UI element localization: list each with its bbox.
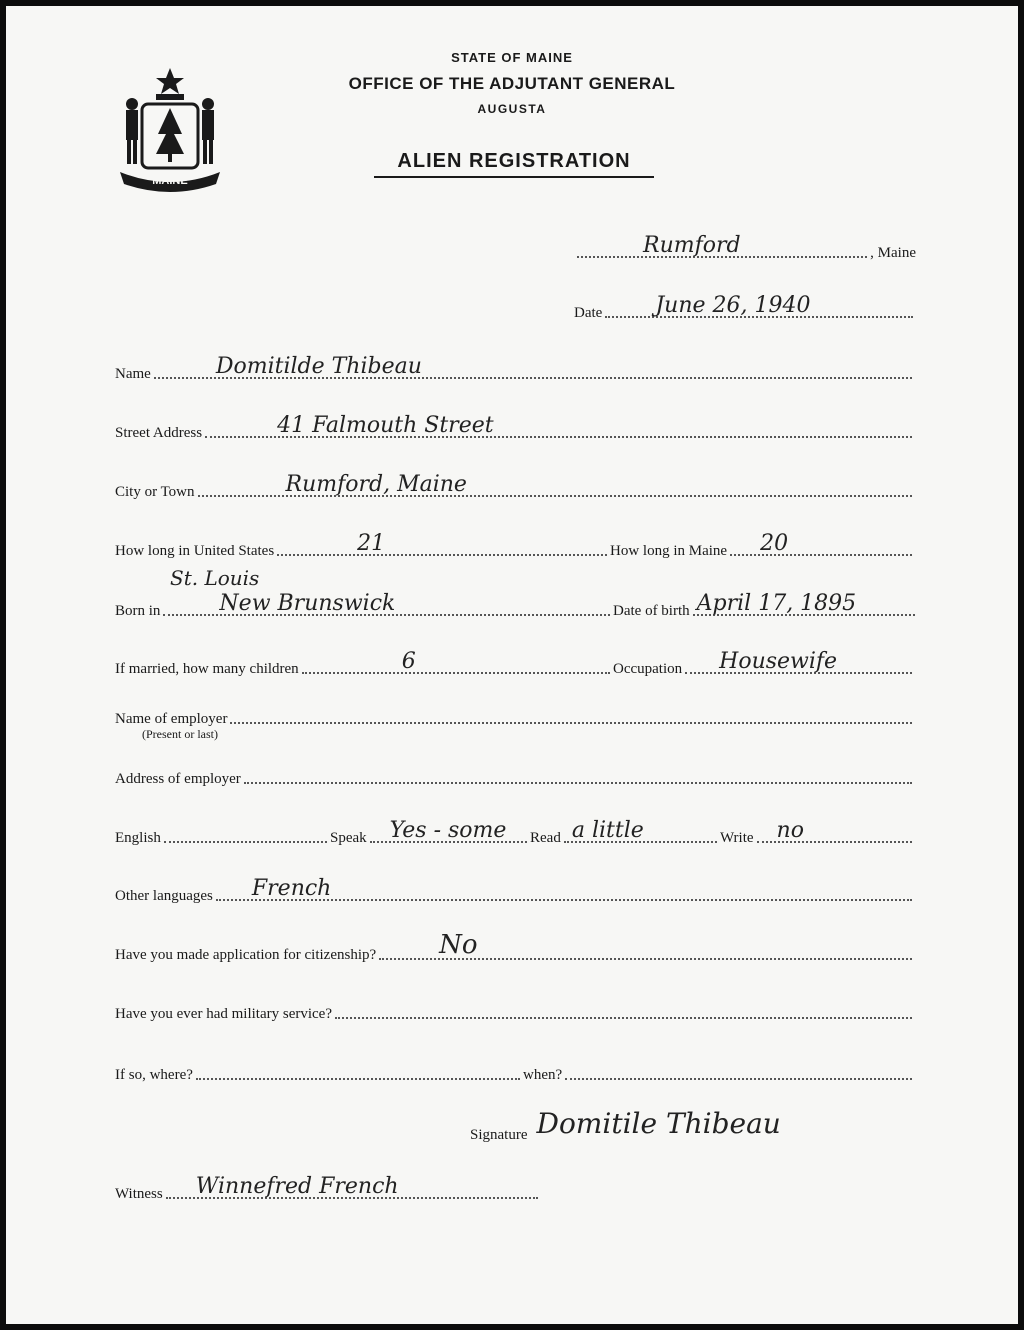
citizenship-field[interactable]	[379, 930, 912, 960]
employer-name-field[interactable]	[230, 721, 912, 724]
name-value: Domitilde Thibeau	[215, 354, 422, 379]
occupation-value: Housewife	[719, 649, 838, 674]
employer-name-row	[115, 711, 915, 728]
children-field[interactable]	[302, 649, 610, 674]
city-or-town-value: Rumford, Maine	[285, 472, 467, 497]
english-row	[115, 830, 330, 847]
citizenship-label: Have you made application for citizenship?	[115, 947, 377, 963]
children-row	[115, 649, 613, 678]
write-label: Write	[720, 830, 754, 846]
seal-text: MAINE	[152, 175, 188, 187]
header-state: STATE OF MAINE	[451, 50, 573, 65]
write-value: no	[776, 818, 804, 843]
military-label: Have you ever had military service?	[115, 1006, 332, 1022]
born-in-label: Born in	[115, 603, 161, 619]
street-address-field[interactable]	[205, 413, 912, 438]
employer-name-sublabel: (Present or last)	[142, 727, 218, 741]
state-label: , Maine	[870, 245, 916, 261]
header-office: OFFICE OF THE ADJUTANT GENERAL	[348, 74, 676, 93]
how-long-maine-label: How long in Maine	[610, 543, 728, 559]
employer-name-label: Name of employer	[115, 711, 228, 727]
other-languages-value: French	[251, 876, 332, 901]
speak-label: Speak	[330, 830, 367, 846]
date-row	[574, 293, 916, 322]
street-address-value: 41 Falmouth Street	[277, 413, 494, 438]
military-where-field[interactable]	[196, 1077, 520, 1080]
signature-label: Signature	[470, 1127, 528, 1143]
occupation-field[interactable]	[685, 649, 912, 674]
location-row	[574, 233, 916, 262]
how-long-maine-field[interactable]	[730, 531, 912, 556]
citizenship-row	[115, 930, 915, 964]
occupation-label: Occupation	[613, 661, 683, 677]
children-label: If married, how many children	[115, 661, 299, 677]
occupation-row	[613, 649, 915, 678]
name-row	[115, 354, 915, 383]
children-value: 6	[401, 649, 416, 674]
signature-value: Domitile Thibeau	[536, 1107, 781, 1140]
witness-value: Winnefred French	[195, 1174, 399, 1199]
write-field[interactable]	[757, 818, 912, 843]
military-where-label: If so, where?	[115, 1067, 193, 1083]
military-when-field[interactable]	[565, 1077, 912, 1080]
date-label: Date	[574, 305, 603, 321]
military-when-label: when?	[523, 1067, 563, 1083]
citizenship-value: No	[439, 930, 478, 960]
date-of-birth-value: April 17, 1895	[696, 591, 857, 616]
read-value: a little	[571, 818, 644, 843]
how-long-maine-row	[610, 531, 915, 560]
how-long-us-label: How long in United States	[115, 543, 275, 559]
how-long-us-value: 21	[357, 531, 386, 556]
header-city: AUGUSTA	[477, 102, 547, 116]
speak-value: Yes - some	[389, 818, 507, 843]
english-field	[164, 840, 327, 843]
other-languages-field[interactable]	[216, 876, 912, 901]
date-of-birth-field[interactable]	[693, 591, 915, 616]
military-field[interactable]	[335, 1016, 912, 1019]
read-field[interactable]	[564, 818, 717, 843]
witness-field[interactable]	[166, 1174, 538, 1199]
born-in-value: New Brunswick	[219, 591, 396, 616]
town-field[interactable]	[577, 233, 867, 258]
town-value: Rumford	[643, 233, 741, 258]
how-long-us-row	[115, 531, 610, 560]
form-title: ALIEN REGISTRATION	[374, 150, 654, 178]
how-long-maine-value: 20	[760, 531, 789, 556]
speak-field[interactable]	[370, 818, 527, 843]
signature-row	[470, 1107, 915, 1144]
employer-address-field[interactable]	[244, 781, 912, 784]
signature-field[interactable]	[531, 1107, 913, 1140]
military-row	[115, 1006, 915, 1023]
name-label: Name	[115, 366, 151, 382]
write-row	[720, 818, 915, 847]
english-label: English	[115, 830, 161, 846]
military-where-row	[115, 1067, 523, 1084]
city-or-town-field[interactable]	[198, 472, 912, 497]
city-or-town-row	[115, 472, 915, 501]
other-languages-label: Other languages	[115, 888, 213, 904]
employer-address-label: Address of employer	[115, 771, 241, 787]
street-address-label: Street Address	[115, 425, 203, 441]
speak-row	[330, 818, 530, 847]
date-of-birth-row	[613, 591, 918, 620]
military-when-row	[523, 1067, 915, 1084]
other-languages-row	[115, 876, 915, 905]
witness-label: Witness	[115, 1186, 163, 1202]
date-of-birth-label: Date of birth	[613, 603, 690, 619]
born-in-row	[115, 591, 613, 620]
how-long-us-field[interactable]	[277, 531, 607, 556]
street-address-row	[115, 413, 915, 442]
city-or-town-label: City or Town	[115, 484, 195, 500]
witness-row	[115, 1174, 541, 1203]
born-in-field[interactable]	[163, 591, 610, 616]
date-value: June 26, 1940	[655, 293, 811, 318]
name-field[interactable]	[154, 354, 912, 379]
date-field[interactable]	[605, 293, 913, 318]
employer-address-row	[115, 771, 915, 788]
read-label: Read	[530, 830, 561, 846]
born-in-above-value: St. Louis	[170, 566, 260, 590]
read-row	[530, 818, 720, 847]
